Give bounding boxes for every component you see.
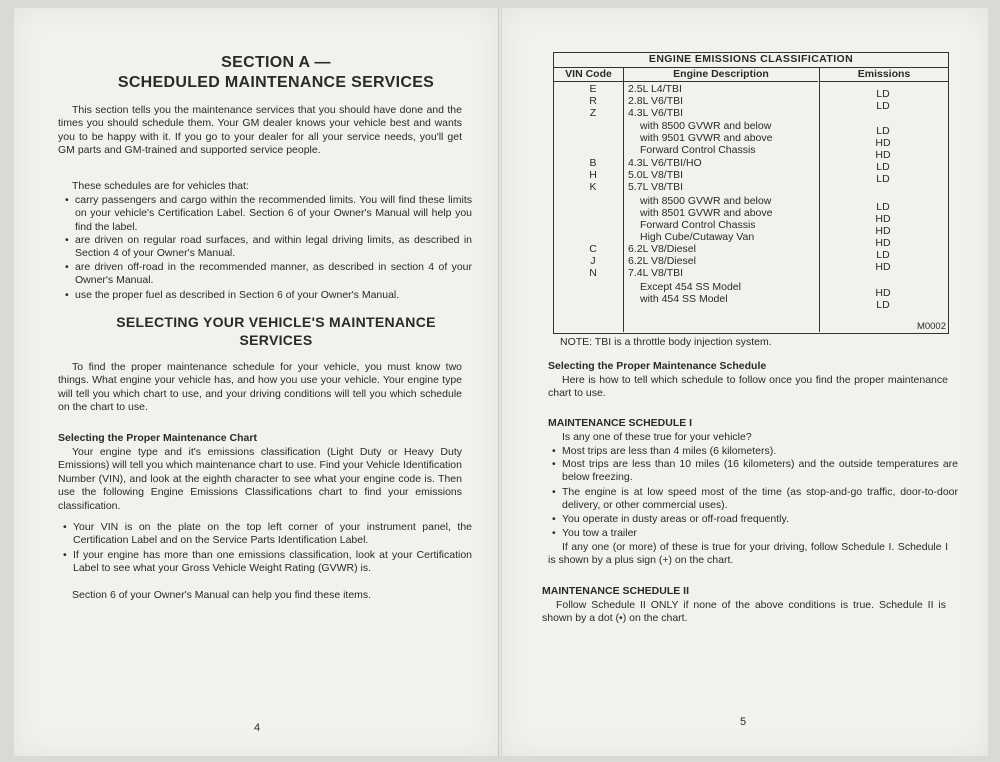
list-item: • use the proper fuel as described in Section 6 of your Owner's Manual.	[65, 289, 472, 302]
list-item: • You operate in dusty areas or off-road frequently.	[552, 513, 958, 526]
emissions-class: LD	[876, 125, 890, 137]
vin-code: E	[589, 83, 597, 95]
emissions-class: LD	[876, 201, 890, 213]
chart-subheading: Selecting the Proper Maintenance Chart	[58, 432, 257, 444]
vin-code: C	[589, 243, 597, 255]
engine-description: with 8500 GVWR and below	[640, 195, 772, 207]
figure-code: M0002	[916, 321, 946, 332]
engine-description: 2.8L V6/TBI	[628, 95, 684, 107]
right-page	[502, 8, 988, 756]
engine-description: with 9501 GVWR and above	[640, 132, 773, 144]
selecting-title-line-1: SELECTING YOUR VEHICLE'S MAINTENANCE	[116, 314, 436, 330]
schedule-i-heading: MAINTENANCE SCHEDULE I	[548, 417, 693, 429]
vin-code: H	[589, 169, 597, 181]
engine-emissions-table	[553, 52, 949, 334]
vin-code: B	[589, 157, 597, 169]
emissions-class: HD	[875, 213, 891, 225]
engine-description: Forward Control Chassis	[640, 144, 756, 156]
list-item: • Most trips are less than 10 miles (16 kilometers) and the outside temperatures are below freezing.	[552, 458, 958, 485]
list-item: • The engine is at low speed most of the time (as stop-and-go traffic, door-to-door delivery, or other commercial uses).	[552, 486, 958, 513]
engine-description: with 454 SS Model	[640, 293, 728, 305]
table-header-emissions: Emissions	[820, 68, 948, 82]
engine-description: 4.3L V6/TBI	[628, 107, 684, 119]
vin-code: Z	[589, 107, 597, 119]
intro-paragraph: This section tells you the maintenance services that you should have done and the times you should schedule them. Your GM dealer knows your vehicle best and wants you to be happy with it. If you go to your dealer for all your service needs, you'll get GM parts and GM-trained and supported service people.	[58, 104, 462, 157]
schedule-subheading: Selecting the Proper Maintenance Schedule	[548, 360, 767, 372]
engine-description: 6.2L V8/Diesel	[628, 255, 696, 267]
emissions-class: LD	[876, 161, 890, 173]
engine-description: Except 454 SS Model	[640, 281, 741, 293]
emissions-class: LD	[876, 100, 890, 112]
schedule-i-question: Is any one of these true for your vehicle?	[562, 431, 752, 443]
engine-description: 5.7L V8/TBI	[628, 181, 684, 193]
emissions-class: HD	[875, 237, 891, 249]
list-item: • carry passengers and cargo within the recommended limits. You will find these limits on your vehicle's Certification Label. Section 6 of your Owner's Manual will help you find the label.	[65, 194, 472, 234]
list-item: • If your engine has more than one emissions classification, look at your Certification Label to see what your Gross Vehicle Weight Rating (GVWR) is.	[63, 549, 472, 576]
engine-description: 5.0L V8/TBI	[628, 169, 684, 181]
chart-closing-text: Section 6 of your Owner's Manual can help you find these items.	[72, 589, 372, 601]
tbi-note: NOTE: TBI is a throttle body injection system.	[560, 336, 772, 348]
emissions-class: LD	[876, 299, 890, 311]
emissions-class: HD	[875, 287, 891, 299]
vin-code: R	[589, 95, 597, 107]
emissions-class: HD	[875, 225, 891, 237]
table-caption: ENGINE EMISSIONS CLASSIFICATION	[554, 53, 948, 68]
engine-description: with 8500 GVWR and below	[640, 120, 772, 132]
emissions-class: HD	[875, 261, 891, 273]
emissions-class: LD	[876, 173, 890, 185]
section-title-line-2: SCHEDULED MAINTENANCE SERVICES	[117, 74, 435, 91]
schedules-for-text: These schedules are for vehicles that:	[72, 180, 249, 192]
chart-paragraph: Your engine type and it's emissions classification (Light Duty or Heavy Duty Emissions) will tell you which maintenance chart to use. Find your Vehicle Identification Number (VIN), and look at the eighth character to see what your engine code is. Then use the following Engine Emissions Classifications chart to find your emissions classification.	[58, 446, 462, 512]
section-title-line-1: SECTION A —	[221, 54, 331, 71]
column-divider	[623, 68, 624, 332]
engine-description: 6.2L V8/Diesel	[628, 243, 696, 255]
list-item: • are driven on regular road surfaces, and within legal driving limits, as described in Section 4 of your Owner's Manual.	[65, 234, 472, 261]
schedule-ii-paragraph: Follow Schedule II ONLY if none of the above conditions is true. Schedule II is shown by a dot (•) on the chart.	[542, 599, 946, 625]
page-number: 5	[740, 716, 747, 728]
vin-code: K	[589, 181, 597, 193]
schedule-i-closing: If any one (or more) of these is true for your driving, follow Schedule I. Schedule I is shown by a plus sign (+) on the chart.	[548, 541, 948, 567]
list-item: • Most trips are less than 4 miles (6 kilometers).	[552, 445, 958, 458]
table-header-vin: VIN Code	[554, 68, 623, 82]
schedule-ii-heading: MAINTENANCE SCHEDULE II	[542, 585, 690, 597]
table-header-engine: Engine Description	[624, 68, 818, 82]
engine-description: High Cube/Cutaway Van	[640, 231, 755, 243]
emissions-class: LD	[876, 249, 890, 261]
list-item: • are driven off-road in the recommended manner, as described in section 4 of your Owner's Manual.	[65, 261, 472, 288]
emissions-class: LD	[876, 88, 890, 100]
list-item: • You tow a trailer	[552, 527, 958, 540]
schedule-paragraph: Here is how to tell which schedule to follow once you find the proper maintenance chart to use.	[548, 374, 948, 400]
vin-code: J	[590, 255, 596, 267]
page-number: 4	[254, 722, 261, 734]
engine-description: 7.4L V8/TBI	[628, 267, 684, 279]
selecting-title-line-2: SERVICES	[239, 332, 313, 348]
list-item: • Your VIN is on the plate on the top left corner of your instrument panel, the Certification Label and on the Service Parts Identification Label.	[63, 521, 472, 548]
left-page	[14, 8, 499, 756]
engine-description: Forward Control Chassis	[640, 219, 756, 231]
engine-description: with 8501 GVWR and above	[640, 207, 773, 219]
engine-description: 4.3L V6/TBI/HO	[628, 157, 702, 169]
engine-description: 2.5L L4/TBI	[628, 83, 682, 95]
emissions-class: HD	[875, 137, 891, 149]
selecting-paragraph: To find the proper maintenance schedule for your vehicle, you must know two things. What engine your vehicle has, and how you use your vehicle. Your engine type will tell you which chart to use, and your driving conditions will tell you which schedule on the chart to use.	[58, 361, 462, 414]
vin-code: N	[589, 267, 597, 279]
emissions-class: HD	[875, 149, 891, 161]
